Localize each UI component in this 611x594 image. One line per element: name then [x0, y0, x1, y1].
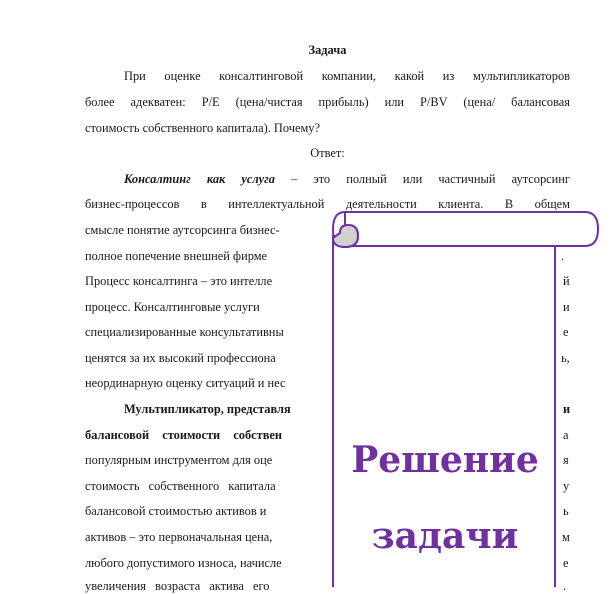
paragraph-1-line: неординарную оценку ситуаций и нес — [85, 376, 286, 390]
paragraph-2-line: увеличения возраста актива его — [85, 579, 270, 593]
banner-title-line-1: Решение — [351, 439, 539, 481]
question-line-2: более адекватен: P/E (цена/чистая прибыль) или P/BV (цена/ балансовая — [85, 95, 570, 109]
scroll-top-roll — [345, 212, 598, 246]
right-fragment: . — [561, 249, 565, 263]
right-fragment: я — [563, 453, 569, 467]
paragraph-2-line: популярным инструментом для оце — [85, 453, 273, 467]
paragraph-2-line: любого допустимого износа, начисле — [85, 556, 282, 570]
paragraph-1-line: полное попечение внешней фирме — [85, 249, 268, 263]
paragraph-2-bold-line: Мультипликатор, представля — [124, 402, 291, 416]
consulting-definition: – это полный или частичный аутсорсинг — [274, 172, 571, 186]
paragraph-1-line: бизнес-процессов в интеллектуальной деятельности клиента. В общем — [85, 197, 570, 211]
right-fragment: й — [563, 274, 570, 288]
banner-title-line-2: задачи — [371, 515, 519, 557]
right-fragment: . — [563, 579, 567, 593]
right-fragment: и — [563, 402, 571, 416]
paragraph-2-bold-line: балансовой стоимости собствен — [85, 428, 283, 442]
right-fragment: е — [563, 325, 569, 339]
consulting-term: Консалтинг как услуга — [124, 172, 275, 186]
answer-heading: Ответ: — [310, 146, 345, 160]
right-fragment: а — [563, 428, 569, 442]
right-fragment: у — [563, 479, 570, 493]
paragraph-2-line: активов – это первоначальная цена, — [85, 530, 273, 544]
paragraph-2-line: стоимость собственного капитала — [85, 479, 276, 493]
right-fragment: и — [563, 300, 570, 314]
paragraph-1-line: специализированные консультативны — [85, 325, 284, 339]
paragraph-1-line: Процесс консалтинга – это интелле — [85, 274, 273, 288]
question-line-3: стоимость собственного капитала). Почему? — [85, 121, 320, 135]
right-fragment: е — [563, 556, 569, 570]
document-title: Задача — [308, 43, 347, 57]
paragraph-1-line: процесс. Консалтинговые услуги — [85, 300, 260, 314]
right-fragment: м — [562, 530, 570, 544]
right-fragment: ь — [563, 504, 569, 518]
question-line-1: При оценке консалтинговой компании, какой из мультипликаторов — [124, 69, 570, 83]
paragraph-1-line: ценятся за их высокий профессиона — [85, 351, 276, 365]
right-fragment: ь, — [561, 351, 570, 365]
paragraph-2-line: балансовой стоимостью активов и — [85, 504, 267, 518]
scroll-curl-fill — [333, 225, 358, 247]
paragraph-1-line: смысле понятие аутсорсинга бизнес- — [85, 223, 280, 237]
